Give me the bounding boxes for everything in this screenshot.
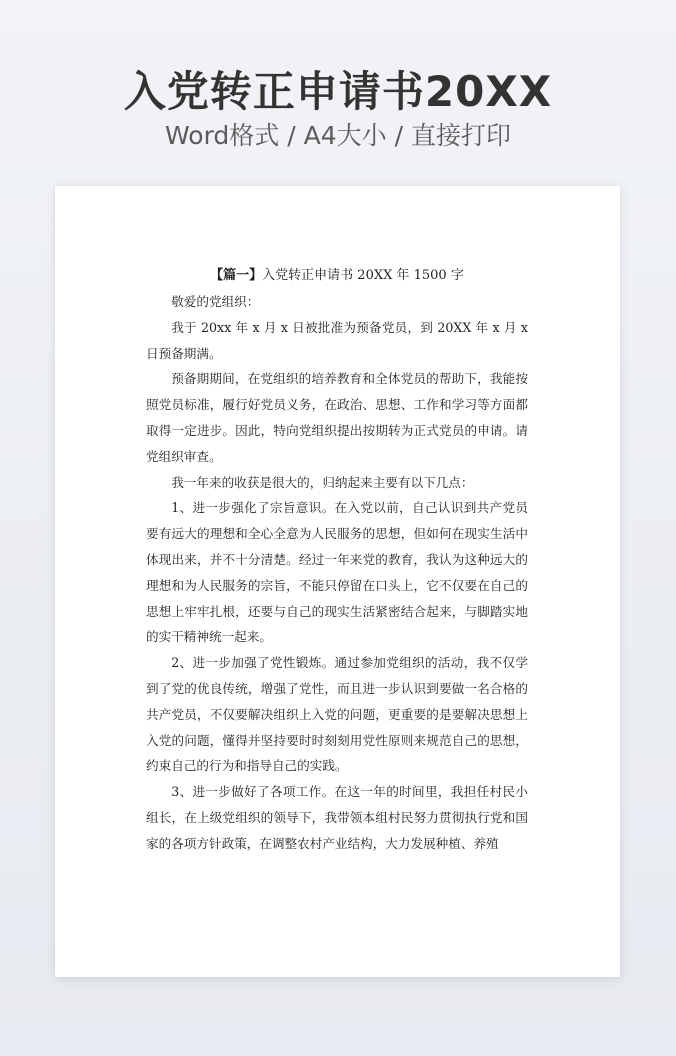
paragraph-summary-intro: 我一年来的收获是很大的，归纳起来主要有以下几点： — [171, 474, 474, 490]
paragraph-term: 我于 20xx 年 x 月 x 日被批准为预备党员，到 20XX 年 x 月 x 日预备期满。 — [146, 319, 528, 361]
heading-text: 入党转正申请书 20XX 年 1500 字 — [262, 268, 464, 283]
paragraph-application: 预备期期间，在党组织的培养教育和全体党员的帮助下，我能按照党员标准，履行好党员义务，在政治、思想、工作和学习等方面都取得一定进步。因此，特向党组织提出按期转为正式党员的申请。请党组织审查。 — [146, 371, 528, 464]
salutation: 敬爱的党组织： — [171, 294, 260, 309]
document-page — [55, 186, 620, 977]
document-body — [146, 263, 528, 857]
banner-title: 入党转正申请书20XX — [123, 67, 553, 116]
document-heading — [146, 263, 528, 289]
heading-bracket: 【篇一】 — [210, 268, 263, 283]
banner-subtitle: Word格式 / A4大小 / 直接打印 — [165, 121, 511, 150]
paragraph-point-3: 3、进一步做好了各项工作。在这一年的时间里，我担任村民小组长，在上级党组织的领导下，我带领本组村民努力贯彻执行党和国家的各项方针政策，在调整农村产业结构，大力发展种植、养殖 — [146, 784, 528, 851]
paragraph-point-2: 2、进一步加强了党性锻炼。通过参加党组织的活动，我不仅学到了党的优良传统，增强了党性，而且进一步认识到要做一名合格的共产党员，不仅要解决组织上入党的问题，更重要的是要解决思想上入党的问题，懂得并坚持要时时刻刻用党性原则来规范自己的思想，约束自己的行为和指导自己的实践。 — [146, 655, 528, 774]
paragraph-point-1: 1、进一步强化了宗旨意识。在入党以前，自己认识到共产党员要有远大的理想和全心全意为人民服务的思想，但如何在现实生活中体现出来，并不十分清楚。经过一年来党的教育，我认为这种远大的理想和为人民服务的宗旨，不能只停留在口头上，它不仅要在自己的思想上牢牢扎根，还要与自己的现实生活紧密结合起来，与脚踏实地的实干精神统一起来。 — [146, 500, 528, 645]
